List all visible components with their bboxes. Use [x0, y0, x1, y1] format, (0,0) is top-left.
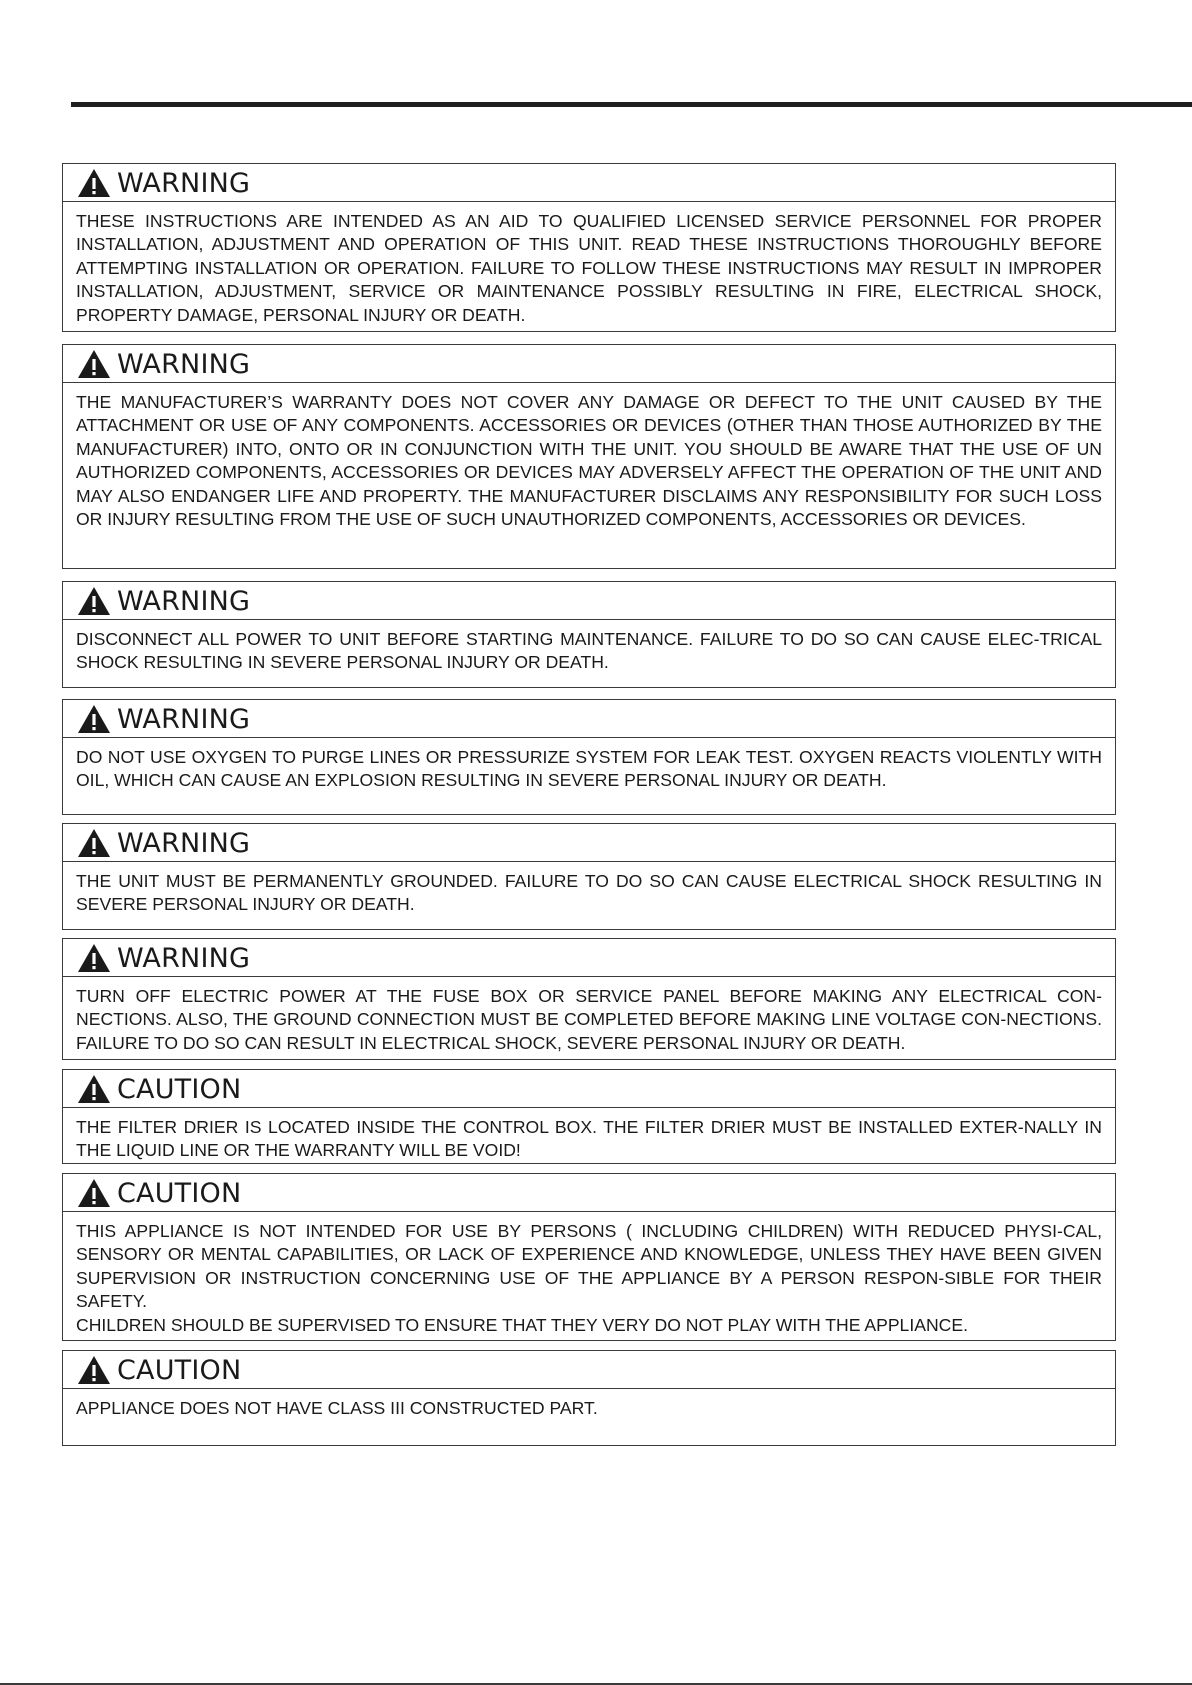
caution-notice	[62, 1069, 1116, 1164]
notice-header	[63, 582, 1115, 620]
notice-header	[63, 1174, 1115, 1212]
caution-notice	[62, 1173, 1116, 1341]
notice-title: WARNING	[117, 349, 251, 380]
warning-notice	[62, 699, 1116, 815]
notice-title: WARNING	[117, 704, 251, 735]
warning-notice	[62, 938, 1116, 1060]
notice-header	[63, 1351, 1115, 1389]
warning-triangle-icon	[77, 168, 111, 198]
notice-text: DISCONNECT ALL POWER TO UNIT BEFORE STARTING MAINTENANCE. FAILURE TO DO SO CAN CAUSE ELEC-TRICAL SHOCK RESULTING IN SEVERE PERSONAL INJURY OR DEATH.	[76, 629, 1102, 673]
notice-text: THE FILTER DRIER IS LOCATED INSIDE THE CONTROL BOX. THE FILTER DRIER MUST BE INSTALLED EXTER-NALLY IN THE LIQUID LINE OR THE WARRANTY WILL BE VOID!	[76, 1117, 1102, 1161]
notice-text: APPLIANCE DOES NOT HAVE CLASS III CONSTRUCTED PART.	[76, 1398, 598, 1418]
notice-header	[63, 1070, 1115, 1108]
notice-header	[63, 939, 1115, 977]
notice-title: WARNING	[117, 168, 251, 199]
warning-triangle-icon	[77, 943, 111, 973]
warning-notice	[62, 581, 1116, 688]
warning-triangle-icon	[77, 828, 111, 858]
notice-text: THE UNIT MUST BE PERMANENTLY GROUNDED. FAILURE TO DO SO CAN CAUSE ELECTRICAL SHOCK RESULTING IN SEVERE PERSONAL INJURY OR DEATH.	[76, 871, 1102, 915]
notice-title: CAUTION	[117, 1074, 242, 1105]
warning-triangle-icon	[77, 704, 111, 734]
notice-header	[63, 824, 1115, 862]
notice-title: WARNING	[117, 943, 251, 974]
notice-header	[63, 164, 1115, 202]
notice-title: WARNING	[117, 586, 251, 617]
warning-triangle-icon	[77, 586, 111, 616]
warning-notice	[62, 344, 1116, 569]
caution-triangle-icon	[77, 1074, 111, 1104]
caution-triangle-icon	[77, 1355, 111, 1385]
notice-text: THESE INSTRUCTIONS ARE INTENDED AS AN AID TO QUALIFIED LICENSED SERVICE PERSONNEL FOR PROPER INSTALLATION, ADJUSTMENT AND OPERATION OF THIS UNIT. READ THESE INSTRUCTIONS THOROUGHLY BEFORE ATTEMPTING INSTALLATION OR OPERATION. FAILURE TO FOLLOW THESE INSTRUCTIONS MAY RESULT IN IMPROPER INSTALLATION, ADJUSTMENT, SERVICE OR MAINTENANCE POSSIBLY RESULTING IN FIRE, ELECTRICAL SHOCK, PROPERTY DAMAGE, PERSONAL INJURY OR DEATH.	[76, 211, 1102, 325]
notice-text: TURN OFF ELECTRIC POWER AT THE FUSE BOX OR SERVICE PANEL BEFORE MAKING ANY ELECTRICAL CON-NECTIONS. ALSO, THE GROUND CONNECTION MUST BE COMPLETED BEFORE MAKING LINE VOLTAGE CON-NECTIONS. FAILURE TO DO SO CAN RESULT IN ELECTRICAL SHOCK, SEVERE PERSONAL INJURY OR DEATH.	[76, 986, 1102, 1053]
notice-title: CAUTION	[117, 1355, 242, 1386]
notice-text: THIS APPLIANCE IS NOT INTENDED FOR USE BY PERSONS ( INCLUDING CHILDREN) WITH REDUCED PHYSI-CAL, SENSORY OR MENTAL CAPABILITIES, OR LACK OF EXPERIENCE AND KNOWLEDGE, UNLESS THEY HAVE BEEN GIVEN SUPERVISION OR INSTRUCTION CONCERNING USE OF THE APPLIANCE BY A PERSON RESPON-SIBLE FOR THEIR SAFETY. CHILDREN SHOULD BE SUPERVISED TO ENSURE THAT THEY VERY DO NOT PLAY WITH THE APPLIANCE.	[76, 1221, 1102, 1335]
header-rule	[71, 102, 1192, 107]
caution-triangle-icon	[77, 1178, 111, 1208]
warning-triangle-icon	[77, 349, 111, 379]
notice-title: CAUTION	[117, 1178, 242, 1209]
warning-notice	[62, 163, 1116, 332]
notice-header	[63, 345, 1115, 383]
caution-notice	[62, 1350, 1116, 1446]
notice-header	[63, 700, 1115, 738]
notice-text: DO NOT USE OXYGEN TO PURGE LINES OR PRESSURIZE SYSTEM FOR LEAK TEST. OXYGEN REACTS VIOLENTLY WITH OIL, WHICH CAN CAUSE AN EXPLOSION RESULTING IN SEVERE PERSONAL INJURY OR DEATH.	[76, 747, 1102, 791]
notice-text: THE MANUFACTURER’S WARRANTY DOES NOT COVER ANY DAMAGE OR DEFECT TO THE UNIT CAUSED BY THE ATTACHMENT OR USE OF ANY COMPONENTS. ACCESSORIES OR DEVICES (OTHER THAN THOSE AUTHORIZED BY THE MANUFACTURER) INTO, ONTO OR IN CONJUNCTION WITH THE UNIT. YOU SHOULD BE AWARE THAT THE USE OF UN AUTHORIZED COMPONENTS, ACCESSORIES OR DEVICES MAY ADVERSELY AFFECT THE OPERATION OF THE UNIT AND MAY ALSO ENDANGER LIFE AND PROPERTY. THE MANUFACTURER DISCLAIMS ANY RESPONSIBILITY FOR SUCH LOSS OR INJURY RESULTING FROM THE USE OF SUCH UNAUTHORIZED COMPONENTS, ACCESSORIES OR DEVICES.	[76, 392, 1102, 530]
notice-title: WARNING	[117, 828, 251, 859]
warning-notice	[62, 823, 1116, 930]
